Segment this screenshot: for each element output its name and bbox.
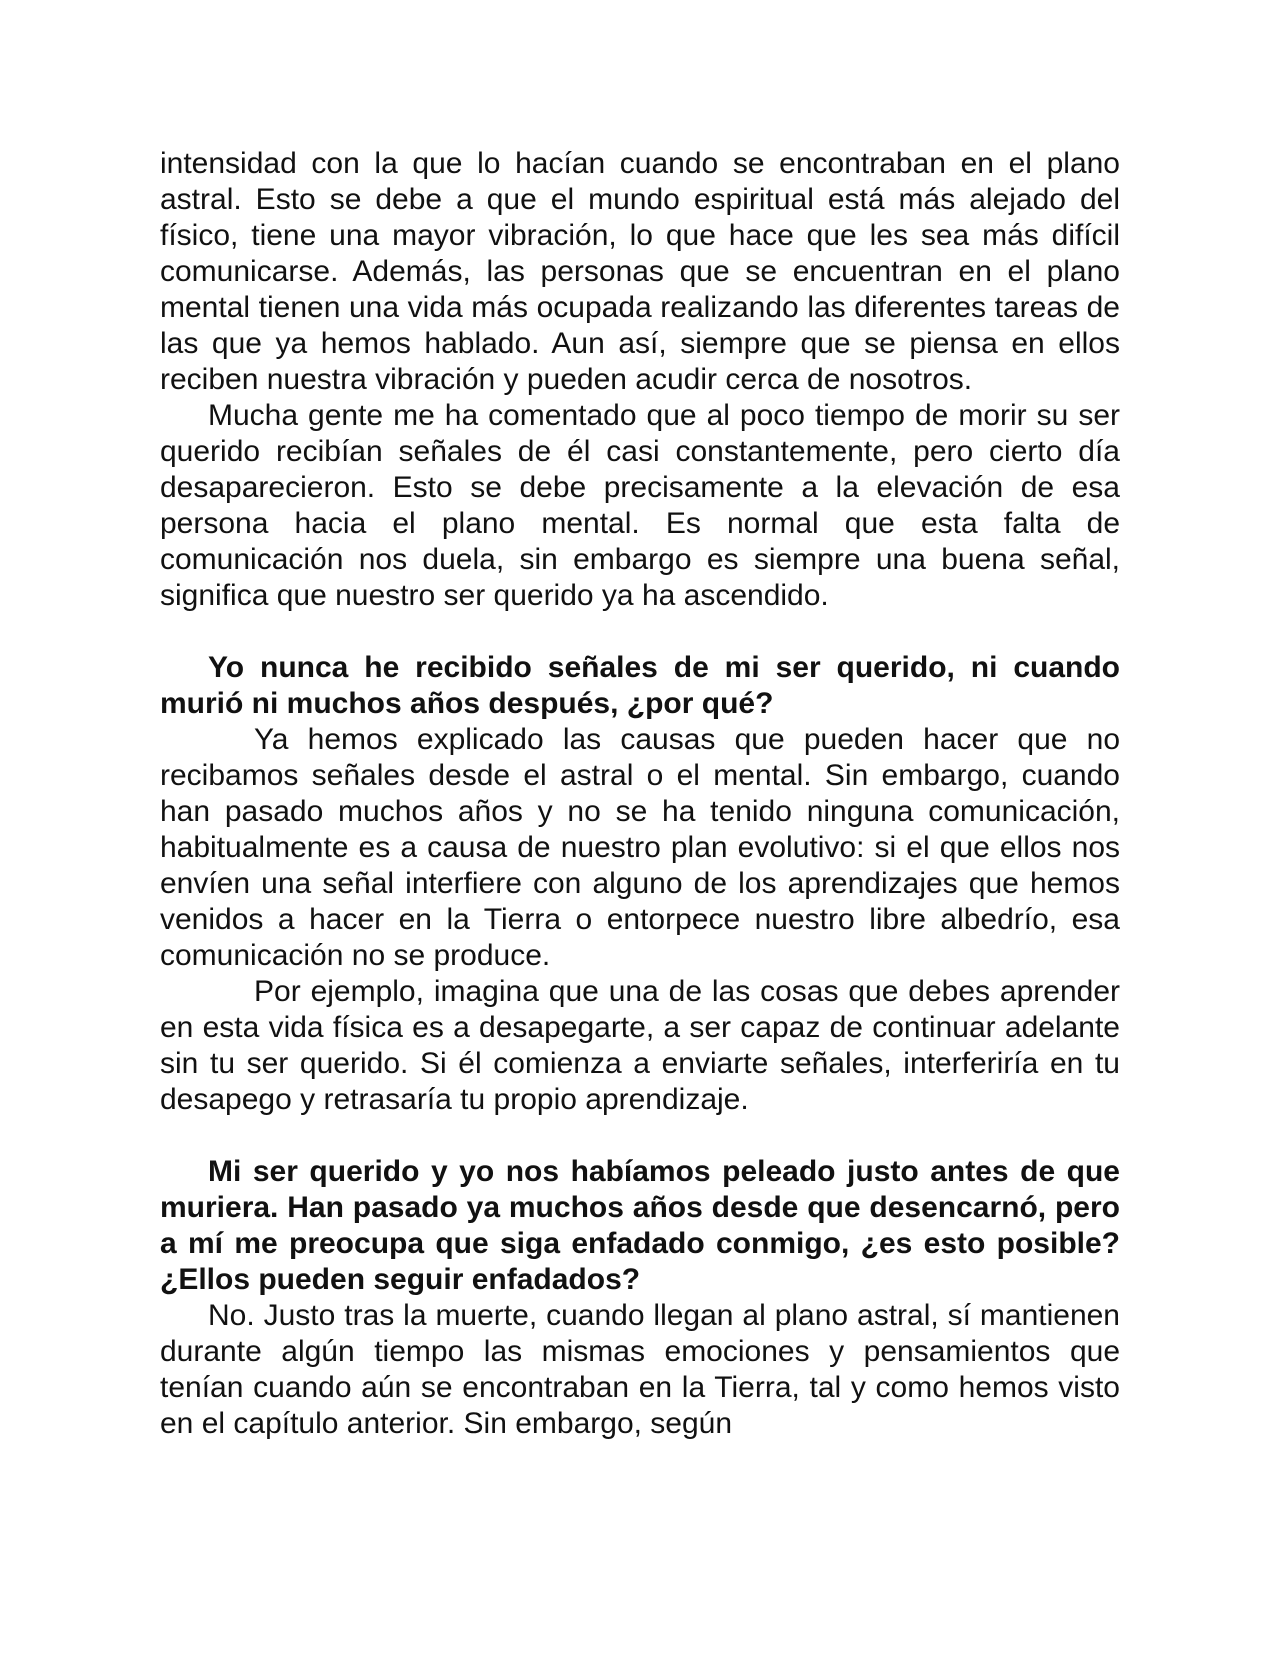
- question-heading-no-signals: Yo nunca he recibido señales de mi ser querido, ni cuando murió ni muchos años después, ¿por qué?: [160, 651, 1120, 720]
- answer-paragraph-causes: Ya hemos explicado las causas que pueden hacer que no recibamos señales desde el astral o el mental. Sin embargo, cuando han pasado muchos años y no se ha tenido ninguna comunicación, habitualmente es a causa de nuestro plan evolutivo: si el que ellos nos envíen una señal interfiere con alguno de los aprendizajes que hemos venidos a hacer en la Tierra o entorpece nuestro libre albedrío, esa comunicación no se produce.: [160, 723, 1120, 972]
- paragraph-signals-disappear: Mucha gente me ha comentado que al poco tiempo de morir su ser querido recibían señales de él casi constantemente, pero cierto día desaparecieron. Esto se debe precisamente a la elevación de esa persona hacia el plano mental. Es normal que esta falta de comunicación nos duela, sin embargo es siempre una buena señal, significa que nuestro ser querido ya ha ascendido.: [160, 399, 1120, 612]
- answer-paragraph-no: No. Justo tras la muerte, cuando llegan al plano astral, sí mantienen durante algún tiempo las mismas emociones y pensamientos que tenían cuando aún se encontraban en la Tierra, tal y como hemos visto en el capítulo anterior. Sin embargo, según: [160, 1299, 1120, 1440]
- paragraph-continuation: intensidad con la que lo hacían cuando se encontraban en el plano astral. Esto se debe a que el mundo espiritual está más alejado del físico, tiene una mayor vibración, lo que hace que les sea más difícil comunicarse. Además, las personas que se encuentran en el plano mental tienen una vida más ocupada realizando las diferentes tareas de las que ya hemos hablado. Aun así, siempre que se piensa en ellos reciben nuestra vibración y pueden acudir cerca de nosotros.: [160, 147, 1120, 396]
- question-heading-angry: Mi ser querido y yo nos habíamos peleado justo antes de que muriera. Han pasado ya muchos años desde que desencarnó, pero a mí me preocupa que siga enfadado conmigo, ¿es esto posible? ¿Ellos pueden seguir enfadados?: [160, 1155, 1120, 1296]
- answer-paragraph-example: Por ejemplo, imagina que una de las cosas que debes aprender en esta vida física es a desapegarte, a ser capaz de continuar adelante sin tu ser querido. Si él comienza a enviarte señales, interferiría en tu desapego y retrasaría tu propio aprendizaje.: [160, 975, 1120, 1116]
- book-page: [160, 146, 1120, 1442]
